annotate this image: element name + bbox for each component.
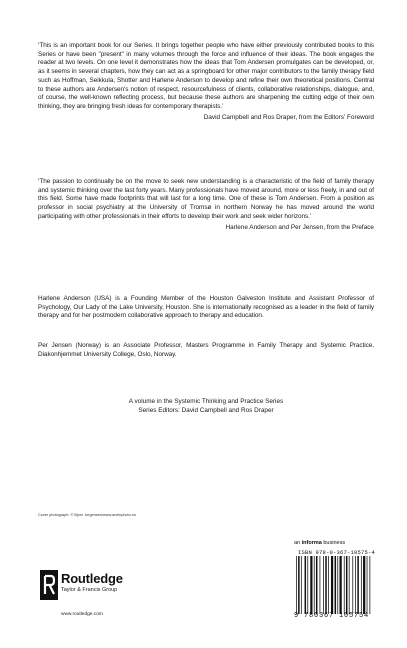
barcode-bar — [361, 556, 362, 614]
barcode-bar — [355, 556, 356, 614]
informa-business — [294, 540, 345, 546]
barcode-bar — [340, 556, 342, 614]
informa-prefix: an — [294, 540, 302, 546]
barcode-bar — [316, 556, 318, 614]
barcode-bar — [344, 556, 345, 614]
barcode-bar — [367, 556, 368, 614]
quote-attribution: David Campbell and Ros Draper, from the Editors' Foreword — [203, 113, 374, 121]
quote-text: ‘This is an important book for our Series. It brings together people who have either previously contributed books to this Series or have been "present" in many volumes through the force and influence of their ideas. The book engages the reader at two levels. On one level it demonstrates how the ideas that Tom Andersen promulgates can be developed, or, as it seems in several chapters, how they can act as a springboard for other major contributors to the family therapy field such as Hoffman, Seikkula, Shotter and Harlene Anderson to develop and refine their own theoretical positions. Central to these authors are Andersen's notion of respect, resourcefulness of clients, collaborative relationships, dialogue, and, of course, the well-known reflecting process, but because these authors are sharpening the cutting edge of their own thinking, they are bringing fresh ideas for contemporary therapists.’ — [38, 42, 374, 110]
barcode-bar — [314, 556, 315, 614]
barcode-bar — [337, 556, 338, 614]
barcode-number: 9 780367 105754 — [294, 612, 370, 620]
barcode-bar — [325, 556, 327, 614]
barcode-bar — [296, 556, 297, 614]
publisher-group: Taylor & Francis Group — [61, 587, 118, 593]
editors-foreword-quote — [38, 42, 374, 122]
author-bio-jensen — [38, 342, 374, 359]
barcode-bar — [323, 556, 324, 614]
barcode-image — [296, 556, 376, 614]
isbn-label: ISBN 978-0-367-10575-4 — [298, 549, 376, 556]
barcode-bar — [301, 556, 302, 614]
bio-text: Harlene Anderson (USA) is a Founding Member of the Houston Galveston Institute and Assistant Professor of Psychology, Our Lady of the Lake University, Houston. She is internationally recognised as a leader in the field of family therapy and for her postmodern collaborative approach to therapy and education. — [38, 295, 374, 320]
barcode-bar — [357, 556, 359, 614]
barcode-bar — [320, 556, 321, 614]
cover-photo-credit: Cover photograph: © Bjorn Jorgensen/www.arcticphoto.no — [38, 513, 136, 517]
barcode-bar — [346, 556, 348, 614]
barcode-bar — [298, 556, 300, 614]
bio-text: Per Jensen (Norway) is an Associate Professor, Masters Programme in Family Therapy and Systemic Practice, Diakonhjemmet University College, Oslo, Norway. — [38, 342, 374, 358]
series-info — [38, 397, 374, 415]
barcode-bar — [328, 556, 329, 614]
preface-quote — [38, 178, 374, 232]
quote-attribution: Harlene Anderson and Per Jensen, from the Preface — [225, 223, 374, 231]
barcode-bar — [305, 556, 307, 614]
quote-text: ‘The passion to continually be on the move to seek new understanding is a characteristic of the field of family therapy and systemic thinking over the last forty years. Many professionals have moved around, more or less freely, in and out of this field. Some have made footprints that will last for a long time. One of these is Tom Andersen. From a position as professor in social psychiatry at the University of Tromsø in northern Norway he has moved around the world participating with other professionals in their efforts to develop their work and seek wider horizons.’ — [38, 178, 374, 220]
barcode-bar — [335, 556, 337, 614]
publisher-url: www.routledge.com — [61, 612, 103, 617]
barcode-bar — [363, 556, 365, 614]
publisher-name: Routledge — [61, 571, 123, 586]
barcode-bar — [349, 556, 350, 614]
informa-suffix: business — [321, 540, 346, 546]
barcode-bar — [370, 556, 371, 614]
author-bio-anderson — [38, 295, 374, 321]
barcode-bar — [310, 556, 312, 614]
barcode-bar — [331, 556, 333, 614]
series-title: A volume in the Systemic Thinking and Practice Series — [128, 398, 284, 405]
informa-brand: informa — [301, 540, 322, 546]
barcode-bar — [352, 556, 353, 614]
routledge-logo-icon — [40, 570, 58, 600]
series-editors: Series Editors: David Campbell and Ros Draper — [138, 407, 274, 414]
barcode-bar — [307, 556, 308, 614]
